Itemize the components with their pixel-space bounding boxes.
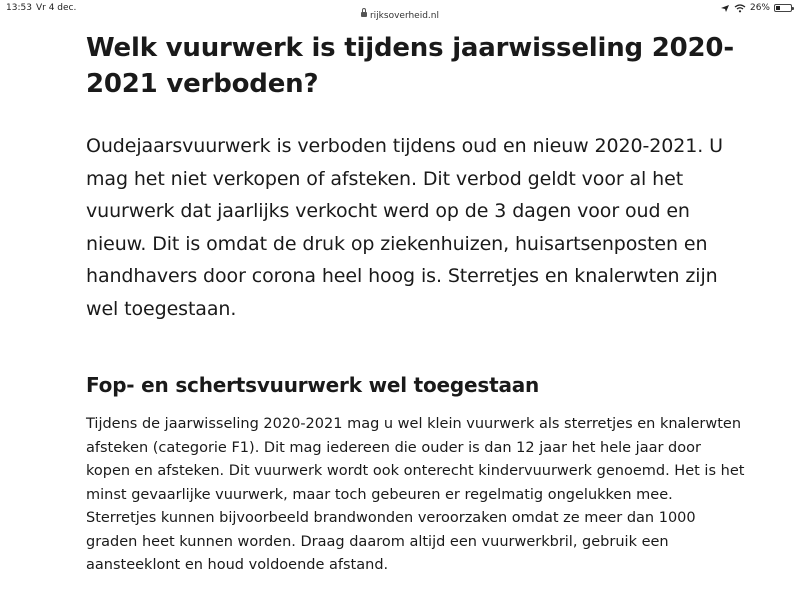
status-date: Vr 4 dec. <box>36 3 77 13</box>
intro-paragraph: Oudejaarsvuurwerk is verboden tijdens oud en nieuw 2020-2021. U mag het niet verkopen of afsteken. Dit verbod geldt voor al het vuurwerk dat jaarlijks verkocht werd op de 3 dagen voor oud en nieuw. Dit is omdat de druk op ziekenhuizen, huisartsenposten en handhavers door corona heel hoog is. Sterretjes en knalerwten zijn wel toegestaan. <box>86 135 723 320</box>
article <box>86 30 746 578</box>
battery-fill <box>776 6 780 10</box>
battery-percentage: 26% <box>749 3 770 13</box>
url-text: rijksoverheid.nl <box>369 11 440 21</box>
status-time: 13:53 <box>6 3 32 13</box>
address-bar[interactable] <box>0 11 800 21</box>
lock-icon <box>361 12 367 17</box>
section-paragraph: Tijdens de jaarwisseling 2020-2021 mag u wel klein vuurwerk als sterretjes en knalerwten afsteken (categorie F1). Dit mag iedereen die ouder is dan 12 jaar het hele jaar door kopen en afsteken. Dit vuurwerk wordt ook onterecht kindervuurwerk genoemd. Het is het minst gevaarlijke vuurwerk, maar toch gebeuren er regelmatig ongelukken mee. Sterretjes kunnen bijvoorbeeld brandwonden veroorzaken omdat ze meer dan 1000 graden heet kunnen worden. Draag daarom altijd een vuurwerkbril, gebruik een aansteeklont en houd voldoende afstand. <box>86 416 745 573</box>
section-heading: Fop- en schertsvuurwerk wel toegestaan <box>86 373 540 397</box>
page-title: Welk vuurwerk is tijdens jaarwisseling 2020-2021 verboden? <box>86 33 734 99</box>
